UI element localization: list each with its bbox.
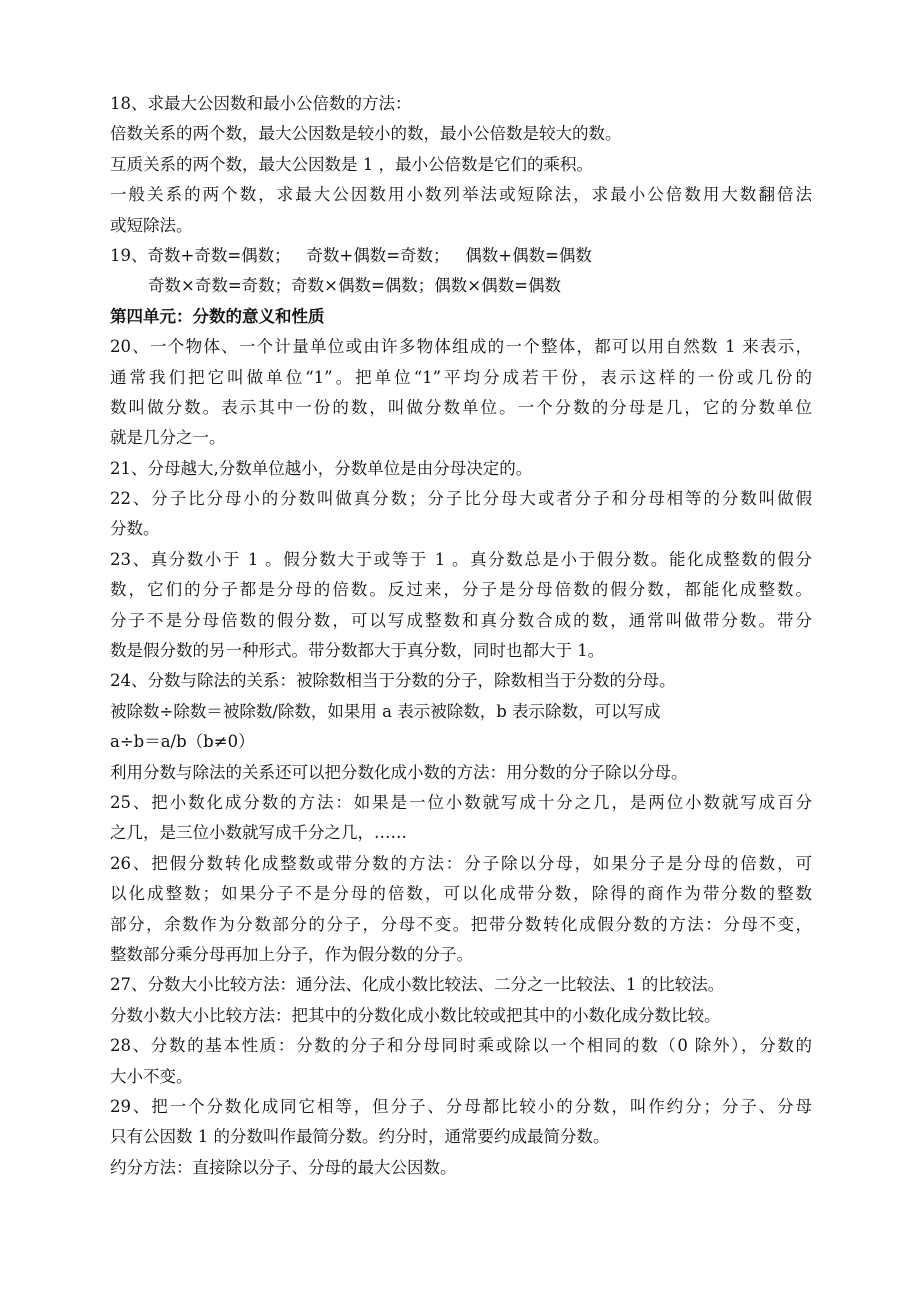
text-line: 约分方法：直接除以分子、分母的最大公因数。 xyxy=(110,1157,457,1177)
text-line: 利用分数与除法的关系还可以把分数化成小数的方法：用分数的分子除以分母。 xyxy=(110,762,688,782)
text-line: 分子不是分母倍数的假分数，可以写成整数和真分数合成的数，通常叫做带分数。带分 xyxy=(110,610,812,630)
text-line: 23、真分数小于 1 。假分数大于或等于 1 。真分数总是小于假分数。能化成整数的假分 xyxy=(110,549,812,569)
text-line: 之几，是三位小数就写成千分之几，…… xyxy=(110,823,407,843)
text-line: 大小不变。 xyxy=(110,1066,193,1086)
text-line: 部分，余数作为分数部分的分子，分母不变。把带分数转化成假分数的方法：分母不变， xyxy=(110,914,812,934)
section-heading: 第四单元：分数的意义和性质 xyxy=(110,306,325,326)
text-line: a÷b＝a/b（b≠0） xyxy=(110,732,255,752)
text-line: 24、分数与除法的关系：被除数相当于分数的分子，除数相当于分数的分母。 xyxy=(110,671,676,691)
text-line: 只有公因数 1 的分数叫作最简分数。约分时，通常要约成最简分数。 xyxy=(110,1127,610,1147)
text-line: 21、分母越大,分数单位越小，分数单位是由分母决定的。 xyxy=(110,458,533,478)
text-line: 分数。 xyxy=(110,519,160,539)
text-line: 就是几分之一。 xyxy=(110,428,226,448)
text-line: 18、求最大公因数和最小公倍数的方法： xyxy=(110,94,412,113)
text-line: 整数部分乘分母再加上分子，作为假分数的分子。 xyxy=(110,944,473,964)
text-line: 22、分子比分母小的分数叫做真分数；分子比分母大或者分子和分母相等的分数叫做假 xyxy=(110,489,812,509)
text-line: 数叫做分数。表示其中一份的数，叫做分数单位。一个分数的分母是几，它的分数单位 xyxy=(110,397,812,417)
text-line: 互质关系的两个数，最大公因数是 1 ，最小公倍数是它们的乘积。 xyxy=(110,154,593,174)
text-line: 28、分数的基本性质：分数的分子和分母同时乘或除以一个相同的数（0 除外），分数的 xyxy=(110,1036,812,1056)
text-line-indented: 奇数×奇数=奇数；奇数×偶数=偶数；偶数×偶数=偶数 xyxy=(148,276,561,296)
text-line: 倍数关系的两个数，最大公因数是较小的数，最小公倍数是较大的数。 xyxy=(110,124,622,144)
text-line: 数，它们的分子都是分母的倍数。反过来，分子是分母倍数的假分数，都能化成整数。 xyxy=(110,580,812,600)
text-line: 被除数÷除数＝被除数/除数，如果用 a 表示被除数，b 表示除数，可以写成 xyxy=(110,701,661,721)
text-line: 20、一个物体、一个计量单位或由许多物体组成的一个整体，都可以用自然数 1 来表示， xyxy=(110,337,812,357)
text-line: 或短除法。 xyxy=(110,215,193,235)
text-line: 数是假分数的另一种形式。带分数都大于真分数，同时也都大于 1。 xyxy=(110,641,605,661)
text-line: 26、把假分数转化成整数或带分数的方法：分子除以分母，如果分子是分母的倍数，可 xyxy=(110,853,812,873)
text-line: 29、把一个分数化成同它相等，但分子、分母都比较小的分数，叫作约分；分子、分母 xyxy=(110,1096,812,1116)
text-line: 分数小数大小比较方法：把其中的分数化成小数比较或把其中的小数化成分数比较。 xyxy=(110,1005,721,1025)
text-line: 25、把小数化成分数的方法：如果是一位小数就写成十分之几，是两位小数就写成百分 xyxy=(110,792,812,812)
text-line: 19、奇数+奇数=偶数； 奇数+偶数=奇数； 偶数+偶数=偶数 xyxy=(110,245,592,265)
document-page xyxy=(110,89,812,1183)
text-line: 27、分数大小比较方法：通分法、化成小数比较法、二分之一比较法、1 的比较法。 xyxy=(110,975,725,995)
text-line: 一般关系的两个数，求最大公因数用小数列举法或短除法，求最小公倍数用大数翻倍法 xyxy=(110,185,812,205)
text-line: 以化成整数；如果分子不是分母的倍数，可以化成带分数，除得的商作为带分数的整数 xyxy=(110,884,812,904)
text-line: 通常我们把它叫做单位“1”。把单位“1”平均分成若干份，表示这样的一份或几份的 xyxy=(110,367,812,387)
